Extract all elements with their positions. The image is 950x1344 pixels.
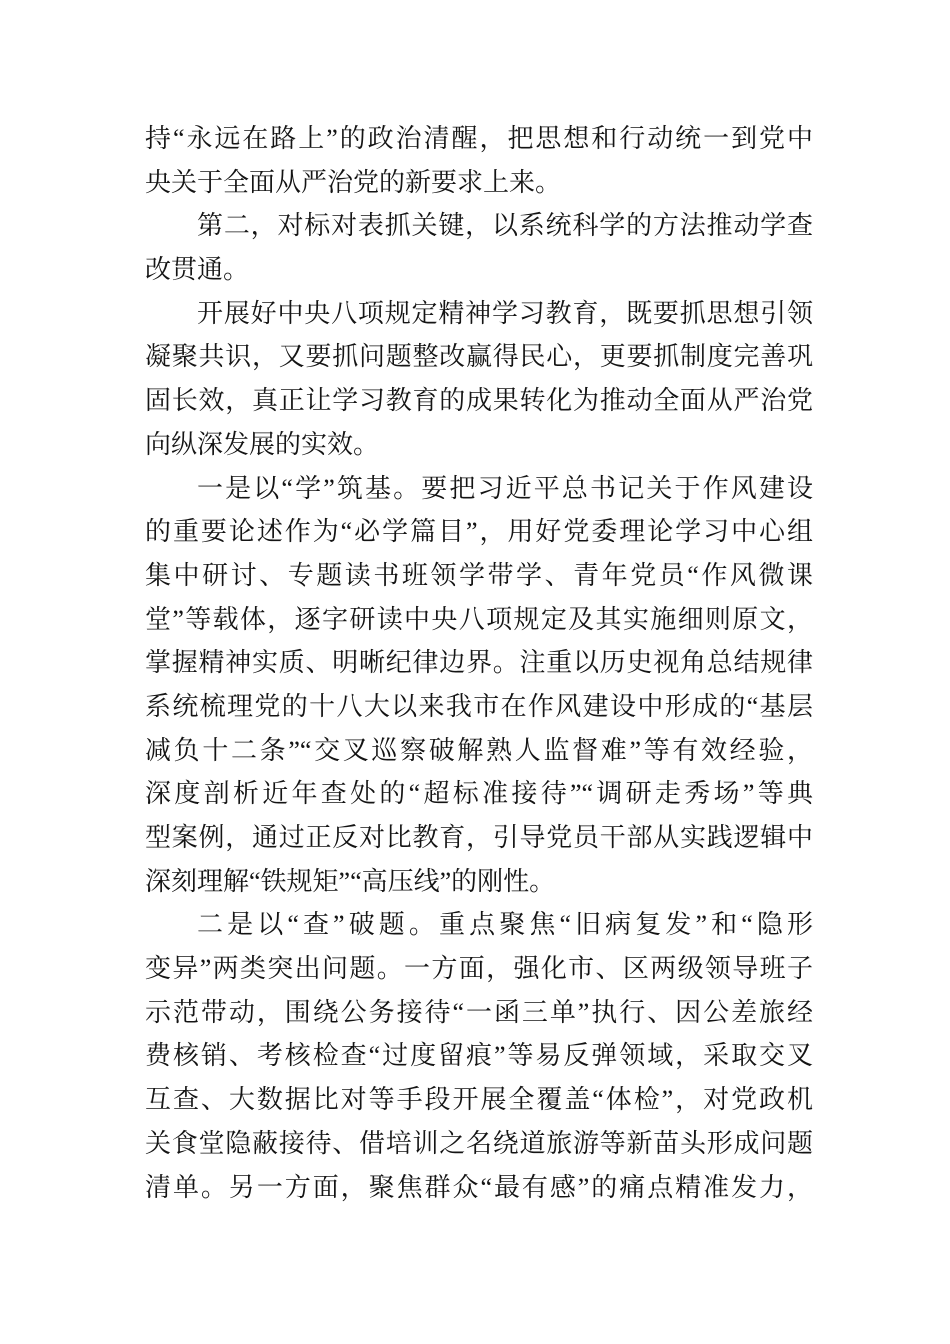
text-line: 清单。另一方面，聚焦群众“最有感”的痛点精准发力， [145,1172,813,1202]
text-line: 掌握精神实质、明晰纪律边界。注重以历史视角总结规律 [145,648,813,678]
text-line: 示范带动，围绕公务接待“一函三单”执行、因公差旅经 [145,997,813,1027]
text-line: 集中研讨、专题读书班领学带学、青年党员“作风微课 [145,560,813,590]
text-line: 型案例，通过正反对比教育，引导党员干部从实践逻辑中 [145,823,813,852]
text-line: 系统梳理党的十八大以来我市在作风建设中形成的“基层 [145,691,813,721]
text-line: 凝聚共识，又要抓问题整改赢得民心，更要抓制度完善巩 [145,342,813,372]
text-line: 费核销、考核检查“过度留痕”等易反弹领域，采取交叉 [145,1041,813,1071]
text-line: 的重要论述作为“必学篇目”，用好党委理论学习中心组 [145,517,813,547]
text-line: 一是以“学”筑基。要把习近平总书记关于作风建设 [197,473,813,503]
text-line: 变异”两类突出问题。一方面，强化市、区两级领导班子 [145,954,813,984]
text-line: 堂”等载体，逐字研读中央八项规定及其实施细则原文， [145,604,813,634]
text-line: 减负十二条”“交叉巡察破解熟人监督难”等有效经验， [145,735,813,765]
text-line: 深刻理解“铁规矩”“高压线”的刚性。 [145,866,556,896]
text-line: 固长效，真正让学习教育的成果转化为推动全面从严治党 [145,386,813,416]
text-line: 深度剖析近年查处的“超标准接待”“调研走秀场”等典 [145,779,813,809]
text-line: 二是以“查”破题。重点聚焦“旧病复发”和“隐形 [197,910,813,940]
text-line: 央关于全面从严治党的新要求上来。 [145,167,562,197]
text-line: 持“永远在路上”的政治清醒，把思想和行动统一到党中 [145,124,813,153]
text-line: 关食堂隐蔽接待、借培训之名绕道旅游等新苗头形成问题 [145,1128,813,1158]
text-line: 开展好中央八项规定精神学习教育，既要抓思想引领 [197,298,813,328]
text-line: 互查、大数据比对等手段开展全覆盖“体检”，对党政机 [145,1085,813,1115]
text-line: 向纵深发展的实效。 [145,429,380,459]
text-line: 改贯通。 [145,255,250,285]
document-text-block [145,117,813,1209]
text-line: 第二，对标对表抓关键，以系统科学的方法推动学查 [197,211,813,241]
